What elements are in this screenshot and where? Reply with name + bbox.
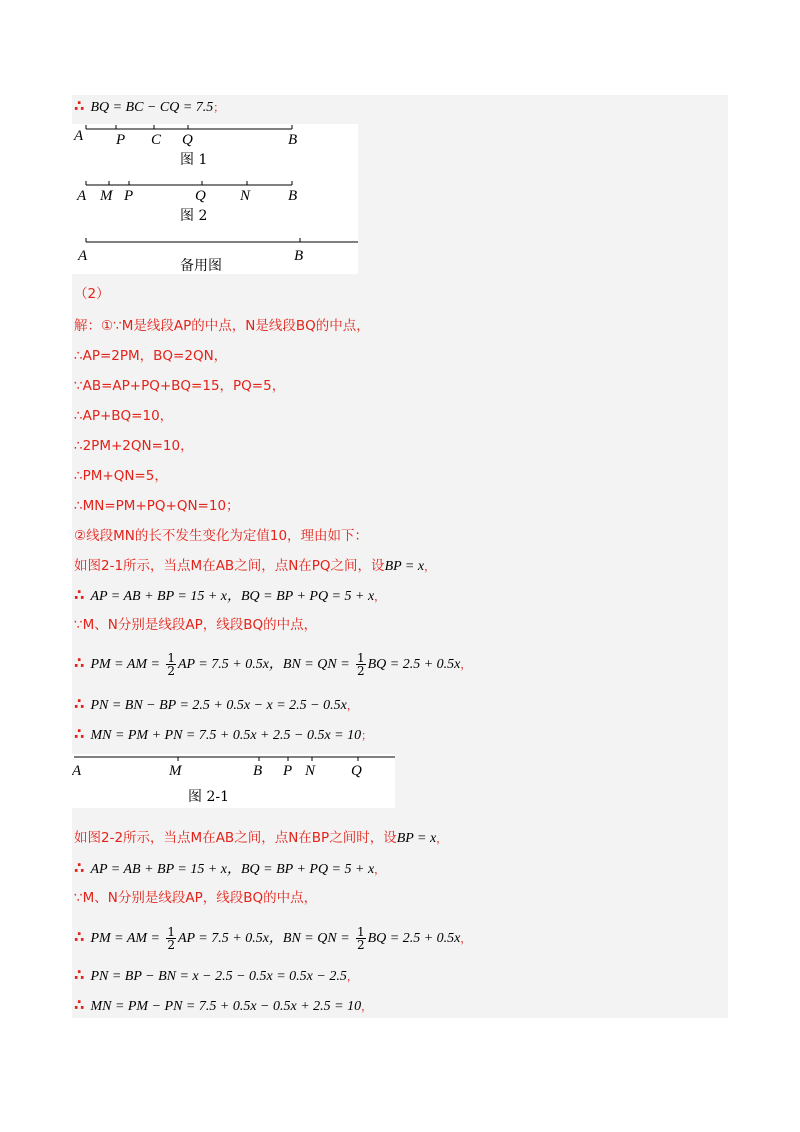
spare-label-a: A [78, 248, 88, 264]
result-line-bq: ∴ BQ = BC − CQ = 7.5； [74, 97, 225, 115]
case2-line-1: ∴ AP = AB + BP = 15 + x，BQ = BP + PQ = 5 + x， [74, 859, 386, 877]
solution-line-1: 解：①∵M是线段AP的中点，N是线段BQ的中点， [74, 318, 370, 334]
solution-line-4: ∴AP+BQ=10， [74, 408, 174, 424]
solution-line-6: ∴PM+QN=5， [74, 468, 168, 484]
line-segment-figure-2-1 [72, 754, 395, 808]
fig2-label-p: P [124, 188, 134, 204]
fig2-label-b: B [288, 188, 298, 204]
fig21-label-p: P [283, 763, 293, 779]
fig21-label-n: N [305, 763, 316, 779]
case1-intro: 如图2-1所示，当点M在AB之间，点N在PQ之间，设BP = x， [74, 558, 436, 574]
solution-line-5: ∴2PM+2QN=10， [74, 438, 194, 454]
case1-line-3: ∴ PM = AM = $\frac{1}{2}$ AP = 7.5 + 0.5x，BN = QN = $\frac{1}{2}$ BQ = 2.5 + 0.5x， [74, 651, 472, 678]
figure-2-1 [72, 754, 395, 808]
case1-line-5: ∴ MN = PM + PN = 7.5 + 0.5x + 2.5 − 0.5x = 10； [74, 725, 373, 743]
fig21-label-a: A [72, 763, 82, 779]
case2-intro: 如图2-2所示，当点M在AB之间，点N在BP之间时，设BP = x， [74, 830, 448, 846]
solution-line-8: ②线段MN的长不发生变化为定值10，理由如下： [74, 528, 369, 544]
therefore-symbol: ∴ [74, 97, 85, 115]
fraction-half: $\frac{1}{2}$ [167, 925, 175, 952]
fig1-label-p: P [116, 132, 126, 148]
case2-line-5: ∴ MN = PM − PN = 7.5 + 0.5x − 0.5x + 2.5 = 10， [74, 996, 373, 1014]
fig1-label-q: Q [182, 132, 193, 148]
fig1-label-b: B [288, 132, 298, 148]
fig1-label-c: C [151, 132, 162, 148]
spare-label-b: B [294, 248, 304, 264]
fig21-label-m: M [169, 763, 182, 779]
case1-line-4: ∴ PN = BN − BP = 2.5 + 0.5x − x = 2.5 − 0.5x， [74, 695, 358, 713]
fig1-caption: 图 1 [180, 152, 208, 168]
fig2-label-m: M [100, 188, 113, 204]
line-segment-figures [72, 124, 358, 274]
fig21-label-b: B [253, 763, 263, 779]
fig2-label-q: Q [195, 188, 206, 204]
case2-line-3: ∴ PM = AM = $\frac{1}{2}$ AP = 7.5 + 0.5x，BN = QN = $\frac{1}{2}$ BQ = 2.5 + 0.5x， [74, 925, 472, 952]
solution-line-3: ∵AB=AP+PQ+BQ=15，PQ=5， [74, 378, 286, 394]
fig2-label-a: A [77, 188, 87, 204]
fraction-half: $\frac{1}{2}$ [356, 651, 365, 678]
part-2-heading: （2） [74, 286, 110, 302]
fig1-label-a: A [74, 128, 84, 144]
solution-line-7: ∴MN=PM+PQ+QN=10； [74, 498, 240, 514]
solution-line-2: ∴AP=2PM，BQ=2QN， [74, 348, 228, 364]
case1-line-2: ∵M、N分别是线段AP，线段BQ的中点， [74, 617, 318, 633]
case1-line-1: ∴ AP = AB + BP = 15 + x，BQ = BP + PQ = 5 + x， [74, 586, 386, 604]
case2-line-4: ∴ PN = BP − BN = x − 2.5 − 0.5x = 0.5x − 2.5， [74, 966, 358, 984]
fig21-caption: 图 2-1 [188, 789, 229, 805]
spare-caption: 备用图 [180, 258, 222, 274]
fig2-label-n: N [240, 188, 251, 204]
figure-group-1-2-spare [72, 124, 358, 274]
fraction-half: $\frac{1}{2}$ [356, 925, 365, 952]
fig2-caption: 图 2 [180, 208, 208, 224]
fraction-half: $\frac{1}{2}$ [167, 651, 175, 678]
fig21-label-q: Q [351, 763, 362, 779]
case2-line-2: ∵M、N分别是线段AP，线段BQ的中点， [74, 890, 318, 906]
